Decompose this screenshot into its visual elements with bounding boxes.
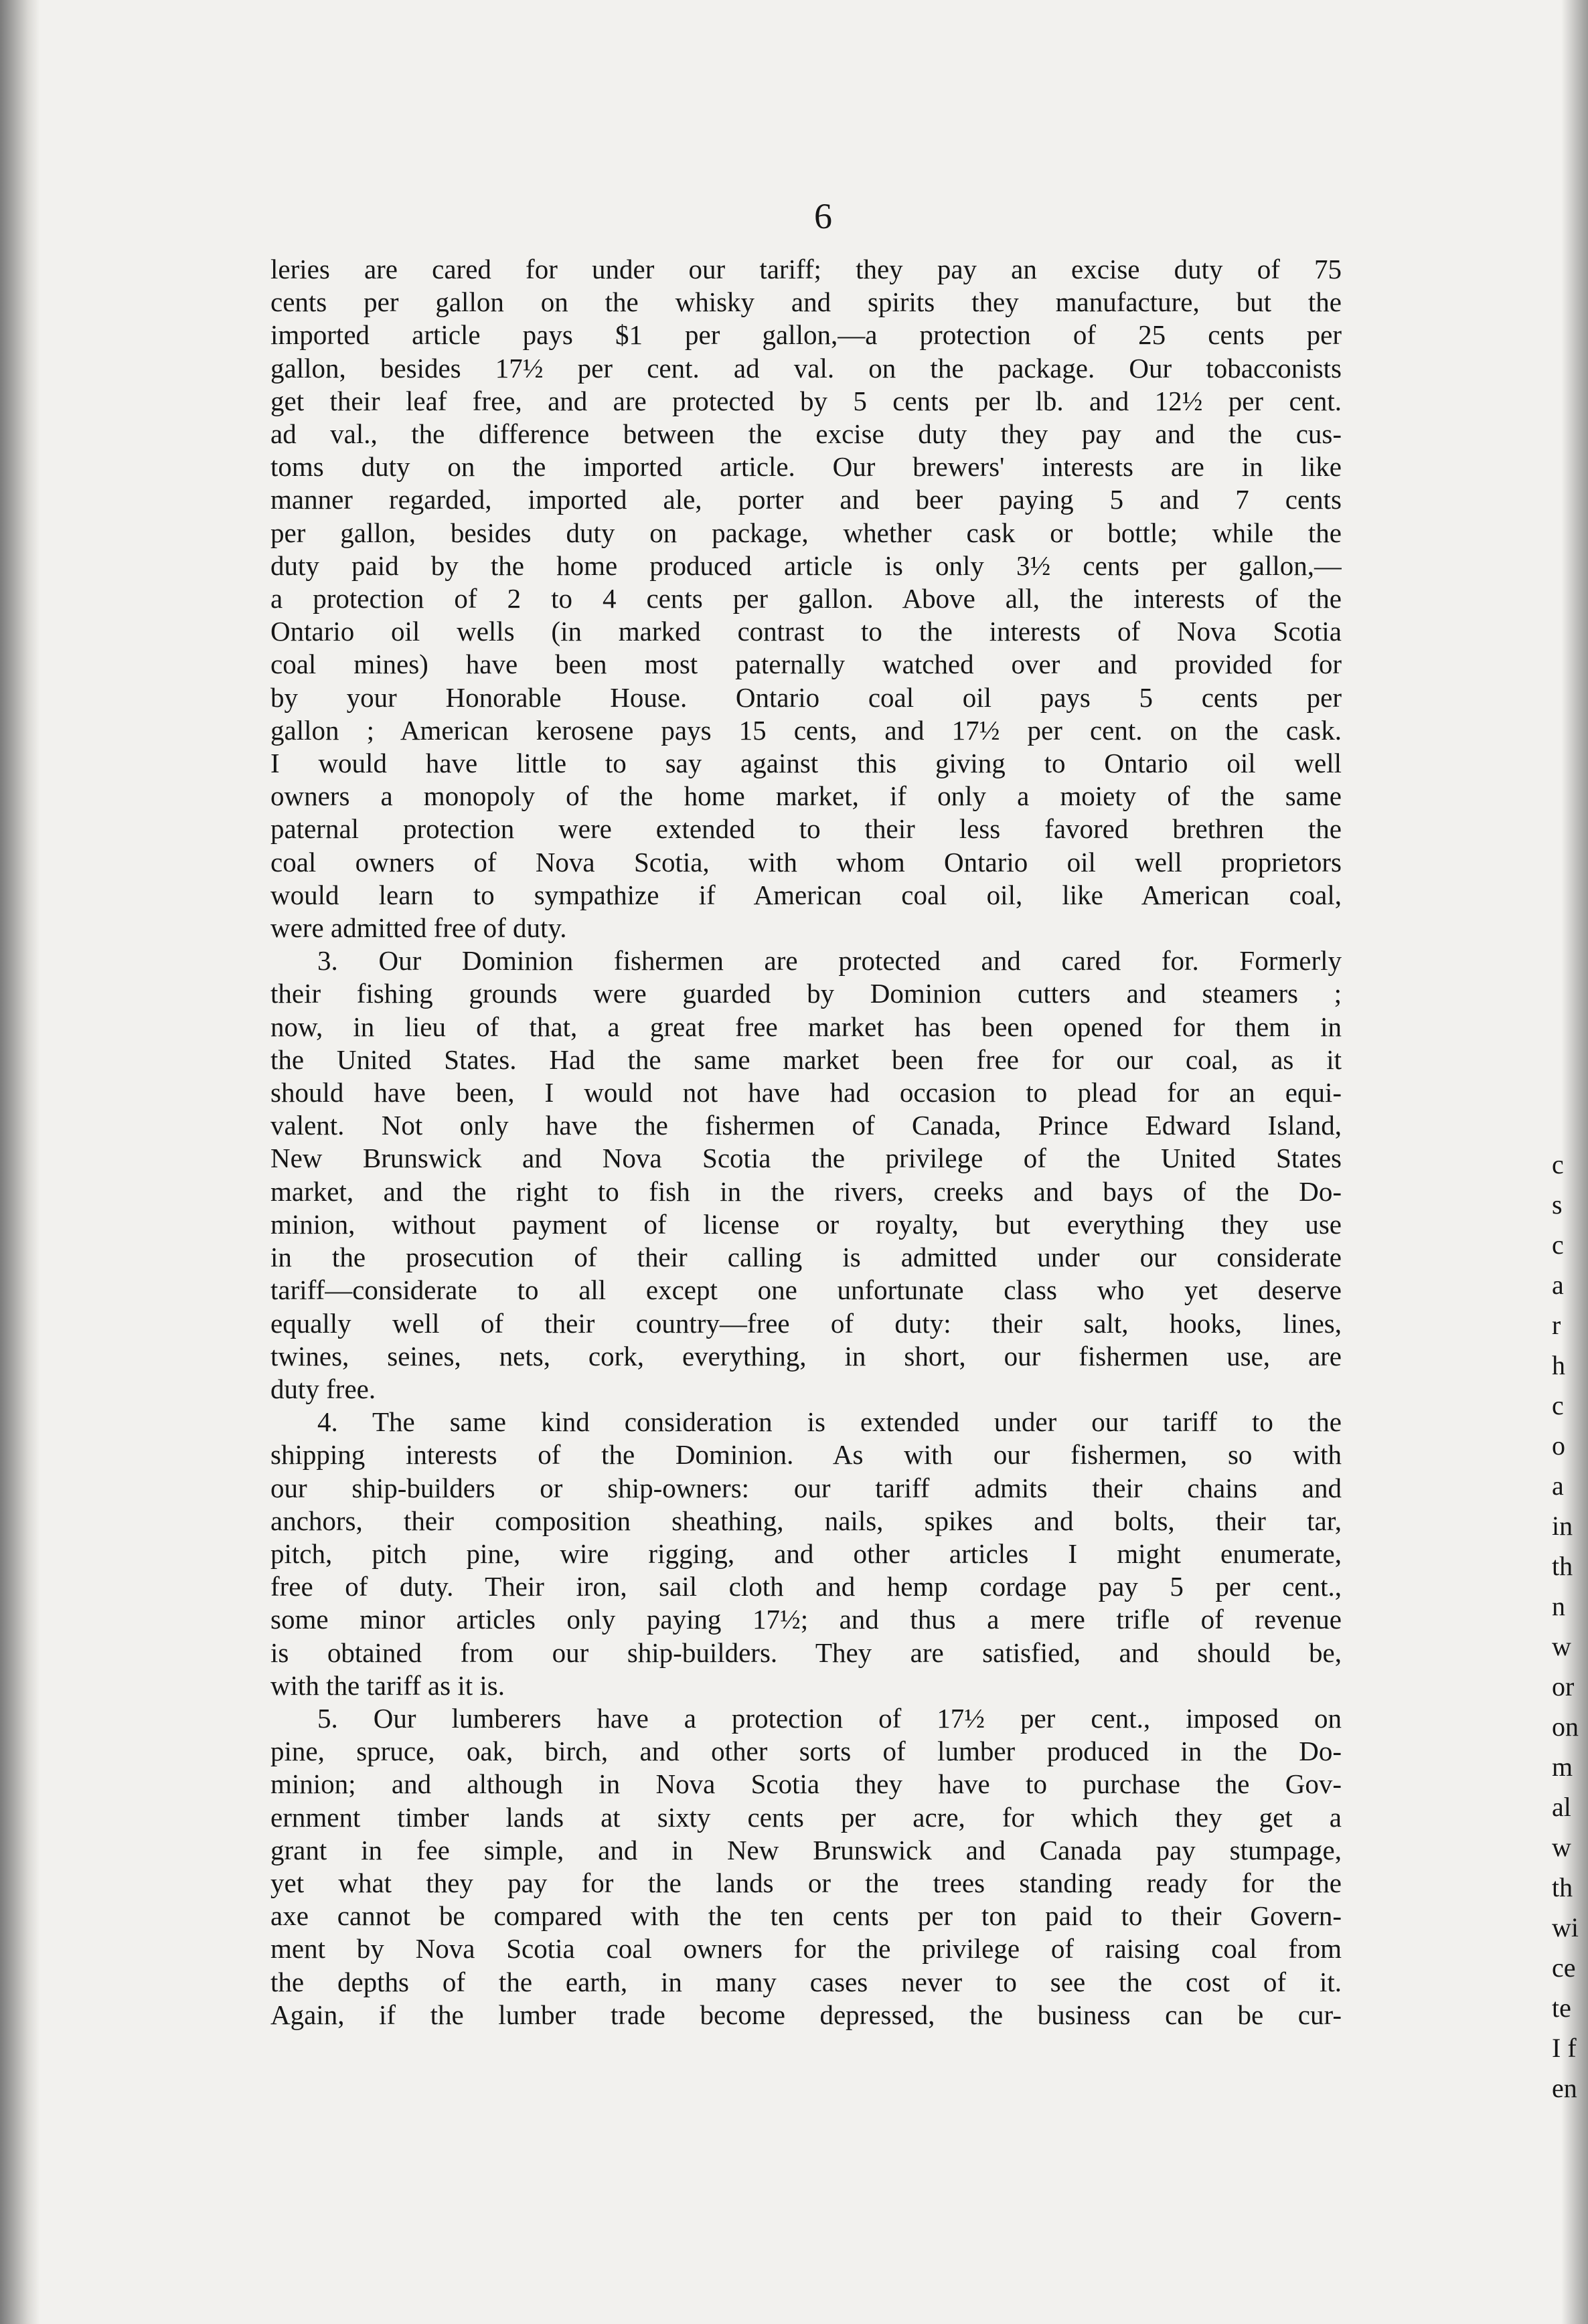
text-line: axe cannot be compared with the ten cents per ton paid to their Govern- [270, 1900, 1342, 1932]
text-line: some minor articles only paying 17½; and thus a mere trifle of revenue [270, 1604, 1342, 1635]
text-line: imported article pays $1 per gallon,—a protection of 25 cents per [270, 319, 1342, 351]
text-line: pitch, pitch pine, wire rigging, and other articles I might enumerate, [270, 1538, 1342, 1569]
text-line: a protection of 2 to 4 cents per gallon. Above all, the interests of the [270, 583, 1342, 614]
text-line: the United States. Had the same market been free for our coal, as it [270, 1044, 1342, 1075]
gutter-fragment: en [1552, 2073, 1577, 2103]
scan-left-edge [0, 0, 40, 2324]
text-line: toms duty on the imported article. Our brewers' interests are in like [270, 451, 1342, 483]
text-line: in the prosecution of their calling is admitted under our considerate [270, 1242, 1342, 1273]
body-text [270, 253, 1342, 2031]
gutter-fragment: in [1552, 1511, 1573, 1541]
gutter-fragment: a [1552, 1471, 1564, 1501]
text-line: the depths of the earth, in many cases never to see the cost of it. [270, 1966, 1342, 1997]
gutter-fragment: on [1552, 1712, 1579, 1742]
text-line: cents per gallon on the whisky and spirits they manufacture, but the [270, 286, 1342, 318]
text-line: with the tariff as it is. [270, 1669, 505, 1701]
text-line: ad val., the difference between the excise duty they pay and the cus- [270, 418, 1342, 450]
text-line: gallon ; American kerosene pays 15 cents, and 17½ per cent. on the cask. [270, 714, 1342, 746]
gutter-fragment: wi [1552, 1912, 1579, 1942]
gutter-fragment: c [1552, 1149, 1564, 1179]
text-line: free of duty. Their iron, sail cloth and hemp cordage pay 5 per cent., [270, 1571, 1342, 1602]
text-line: Ontario oil wells (in marked contrast to the interests of Nova Scotia [270, 616, 1342, 647]
text-line: by your Honorable House. Ontario coal oil pays 5 cents per [270, 681, 1342, 713]
text-line: is obtained from our ship-builders. They are satisfied, and should be, [270, 1637, 1342, 1668]
text-line: 3. Our Dominion fishermen are protected and cared for. Formerly [317, 945, 1342, 977]
gutter-fragment: ce [1552, 1953, 1576, 1983]
text-line: duty paid by the home produced article is only 3½ cents per gallon,— [270, 550, 1342, 581]
gutter-fragment: o [1552, 1430, 1565, 1461]
gutter-fragment: n [1552, 1591, 1565, 1621]
text-line: shipping interests of the Dominion. As with our fishermen, so with [270, 1439, 1342, 1471]
gutter-fragment: r [1552, 1310, 1561, 1340]
text-line: should have been, I would not have had occasion to plead for an equi- [270, 1077, 1342, 1108]
text-line: were admitted free of duty. [270, 912, 567, 944]
gutter-fragment: th [1552, 1872, 1573, 1902]
text-line: ernment timber lands at sixty cents per acre, for which they get a [270, 1801, 1342, 1833]
text-line: ment by Nova Scotia coal owners for the privilege of raising coal from [270, 1933, 1342, 1965]
text-line: now, in lieu of that, a great free market has been opened for them in [270, 1011, 1342, 1042]
text-line: New Brunswick and Nova Scotia the privilege of the United States [270, 1143, 1342, 1174]
text-line: our ship-builders or ship-owners: our tariff admits their chains and [270, 1472, 1342, 1503]
text-line: yet what they pay for the lands or the trees standing ready for the [270, 1867, 1342, 1898]
text-line: I would have little to say against this giving to Ontario oil well [270, 748, 1342, 779]
text-line: twines, seines, nets, cork, everything, in short, our fishermen use, are [270, 1340, 1342, 1372]
text-line: manner regarded, imported ale, porter and beer paying 5 and 7 cents [270, 484, 1342, 515]
text-line: minion; and although in Nova Scotia they have to purchase the Gov- [270, 1768, 1342, 1800]
text-line: per gallon, besides duty on package, whether cask or bottle; while the [270, 517, 1342, 548]
gutter-fragment: w [1552, 1832, 1571, 1862]
text-line: paternal protection were extended to their less favored brethren the [270, 813, 1342, 845]
text-line: valent. Not only have the fishermen of Canada, Prince Edward Island, [270, 1110, 1342, 1141]
text-line: equally well of their country—free of duty: their salt, hooks, lines, [270, 1307, 1342, 1339]
gutter-fragment: m [1552, 1752, 1573, 1782]
gutter-fragment: h [1552, 1350, 1565, 1380]
text-line: minion, without payment of license or royalty, but everything they use [270, 1208, 1342, 1240]
facing-page-fragment [1552, 1145, 1588, 2108]
gutter-fragment: w [1552, 1631, 1571, 1661]
text-line: anchors, their composition sheathing, nails, spikes and bolts, their tar, [270, 1505, 1342, 1536]
text-line: leries are cared for under our tariff; they pay an excise duty of 75 [270, 254, 1342, 284]
text-line: 4. The same kind consideration is extended under our tariff to the [317, 1406, 1342, 1438]
text-line: gallon, besides 17½ per cent. ad val. on the package. Our tobacconists [270, 352, 1342, 384]
text-line: market, and the right to fish in the rivers, creeks and bays of the Do- [270, 1175, 1342, 1207]
text-line: Again, if the lumber trade become depressed, the business can be cur- [270, 1999, 1342, 2030]
text-line: grant in fee simple, and in New Brunswick and Canada pay stumpage, [270, 1834, 1342, 1865]
gutter-fragment: I f [1552, 2033, 1577, 2063]
text-line: duty free. [270, 1373, 376, 1404]
gutter-fragment: c [1552, 1390, 1564, 1420]
gutter-fragment: or [1552, 1671, 1575, 1702]
gutter-fragment: th [1552, 1551, 1573, 1581]
gutter-fragment: al [1552, 1792, 1571, 1822]
text-line: their fishing grounds were guarded by Dominion cutters and steamers ; [270, 978, 1342, 1009]
text-line: coal mines) have been most paternally watched over and provided for [270, 649, 1342, 680]
text-line: get their leaf free, and are protected by 5 cents per lb. and 12½ per cent. [270, 385, 1342, 416]
text-line: coal owners of Nova Scotia, with whom Ontario oil well proprietors [270, 846, 1342, 878]
text-line: tariff—considerate to all except one unfortunate class who yet deserve [270, 1274, 1342, 1306]
text-line: 5. Our lumberers have a protection of 17½ per cent., imposed on [317, 1702, 1342, 1734]
text-line: pine, spruce, oak, birch, and other sorts of lumber produced in the Do- [270, 1736, 1342, 1767]
text-line: owners a monopoly of the home market, if only a moiety of the same [270, 780, 1342, 812]
text-line: would learn to sympathize if American coal oil, like American coal, [270, 879, 1342, 910]
page-number: 6 [814, 196, 832, 236]
gutter-fragment: s [1552, 1189, 1563, 1220]
gutter-fragment: te [1552, 1993, 1571, 2023]
gutter-fragment: a [1552, 1270, 1564, 1300]
gutter-fragment: c [1552, 1230, 1564, 1260]
